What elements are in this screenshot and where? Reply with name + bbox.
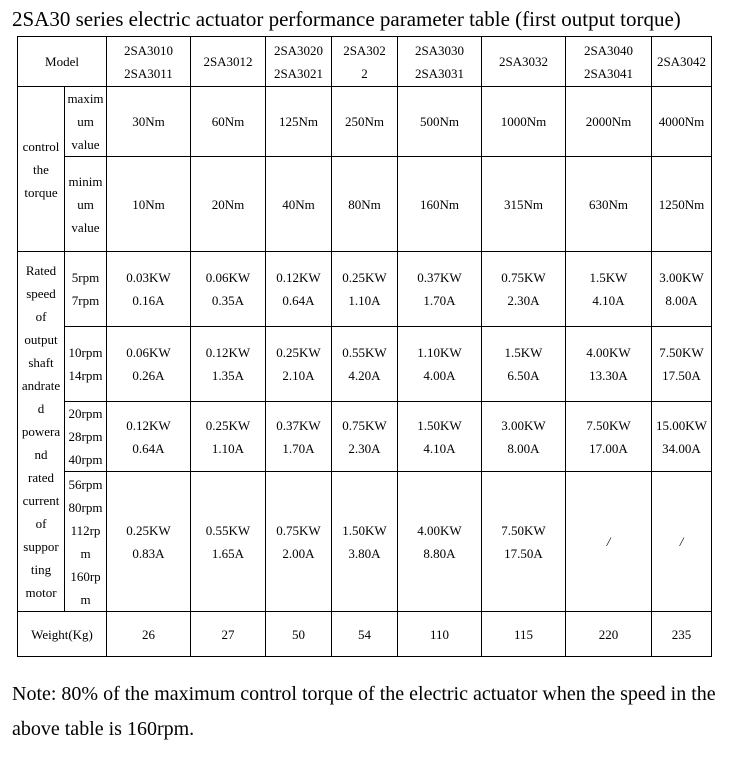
- value-line: 0.12KW: [205, 345, 251, 360]
- model-cell: [398, 37, 482, 87]
- torque-min-value: 10Nm: [107, 157, 191, 252]
- label-line: Rated: [25, 263, 57, 278]
- torque-max-value: 1000Nm: [482, 87, 566, 157]
- model-name: 2SA3012: [203, 54, 253, 69]
- speed-line: 56rpm: [68, 476, 103, 492]
- label-line: motor: [25, 585, 57, 600]
- weight-value: 50: [266, 612, 332, 657]
- power-current-cell: [266, 252, 332, 327]
- value-line: 0.16A: [132, 293, 165, 308]
- torque-min-value: 20Nm: [191, 157, 266, 252]
- torque-min-value: 160Nm: [398, 157, 482, 252]
- value-line: 0.75KW: [501, 270, 546, 285]
- weight-value: 110: [398, 612, 482, 657]
- value-line: 4.20A: [348, 368, 381, 383]
- value-line: 0.06KW: [126, 345, 171, 360]
- value-line: 0.55KW: [205, 522, 251, 538]
- torque-min-value: 1250Nm: [652, 157, 712, 252]
- label-line: um: [77, 196, 94, 212]
- power-current-cell: [191, 402, 266, 472]
- value-line: 1.35A: [211, 368, 245, 383]
- label-line: current: [22, 493, 60, 508]
- value-line: 1.10A: [211, 440, 245, 456]
- weight-value: 26: [107, 612, 191, 657]
- power-current-cell: [566, 402, 652, 472]
- value-line: 4.10A: [423, 440, 456, 456]
- power-current-cell: [266, 327, 332, 402]
- value-line: 0.03KW: [126, 270, 171, 285]
- speed-label: [65, 327, 107, 402]
- value-line: 0.55KW: [342, 345, 387, 360]
- value-line: 13.30A: [589, 368, 628, 383]
- value-line: 0.35A: [211, 293, 245, 308]
- torque-group-label: [18, 87, 65, 252]
- weight-value: 220: [566, 612, 652, 657]
- value-line: 7.50KW: [501, 522, 546, 538]
- model-cell: [652, 37, 712, 87]
- speed-line: 10rpm: [68, 345, 103, 360]
- model-name: 2SA3011: [124, 65, 173, 81]
- torque-max-value: 30Nm: [107, 87, 191, 157]
- power-current-cell: [191, 252, 266, 327]
- model-name: 2: [361, 65, 368, 81]
- value-line: 7.50KW: [586, 417, 631, 433]
- model-cell: [107, 37, 191, 87]
- torque-max-value: 250Nm: [332, 87, 398, 157]
- weight-value: 235: [652, 612, 712, 657]
- value-line: 0.37KW: [417, 270, 462, 285]
- value-line: 0.75KW: [276, 522, 321, 538]
- power-current-cell: [332, 472, 398, 612]
- value-line: 1.70A: [282, 440, 315, 456]
- model-cell: [482, 37, 566, 87]
- value-line: 7.50KW: [659, 345, 704, 360]
- value-line: 1.10KW: [417, 345, 462, 360]
- speed-line: 14rpm: [68, 368, 103, 383]
- power-current-cell: [107, 472, 191, 612]
- power-current-cell: [266, 402, 332, 472]
- power-current-cell: [107, 252, 191, 327]
- power-current-cell: [332, 327, 398, 402]
- value-line: 1.10A: [348, 293, 381, 308]
- value-line: 3.80A: [348, 545, 381, 561]
- value-line: 1.50KW: [417, 417, 462, 433]
- label-line: control: [22, 138, 60, 154]
- power-current-cell: [107, 402, 191, 472]
- value-line: 2.10A: [282, 368, 315, 383]
- value-line: 0.64A: [282, 293, 315, 308]
- power-current-cell: [191, 327, 266, 402]
- speed-line: 20rpm: [68, 406, 103, 421]
- speed-label: [65, 252, 107, 327]
- label-line: minim: [68, 173, 103, 189]
- model-name: 2SA3040: [583, 42, 634, 58]
- model-name: 2SA3032: [498, 54, 549, 69]
- label-line: output: [24, 332, 58, 347]
- model-name: 2SA302: [343, 42, 386, 58]
- power-current-cell: [566, 252, 652, 327]
- value-line: 4.00KW: [586, 345, 631, 360]
- value-line: 0.37KW: [276, 417, 321, 433]
- value-line: 1.50KW: [342, 522, 387, 538]
- value-line: 17.00A: [589, 440, 628, 456]
- torque-min-value: 80Nm: [332, 157, 398, 252]
- model-cell: [332, 37, 398, 87]
- value-line: 17.50A: [504, 545, 543, 561]
- value-line: 0.64A: [132, 440, 165, 456]
- speed-label: [65, 472, 107, 612]
- speed-line: 28rpm: [68, 429, 103, 444]
- value-line: 4.10A: [592, 293, 625, 308]
- value-line: 0.12KW: [126, 417, 171, 433]
- power-current-cell: [191, 472, 266, 612]
- torque-max-value: 2000Nm: [566, 87, 652, 157]
- label-line: d: [37, 401, 45, 416]
- weight-label: Weight(Kg): [18, 612, 107, 657]
- model-header: Model: [18, 37, 107, 87]
- speed-line: m: [80, 545, 91, 561]
- model-cell: [266, 37, 332, 87]
- power-current-cell: [482, 472, 566, 612]
- power-current-cell: [266, 472, 332, 612]
- power-current-cell: [566, 472, 652, 612]
- power-current-cell: [652, 252, 712, 327]
- model-cell: [566, 37, 652, 87]
- model-name: 2SA3041: [583, 65, 634, 81]
- value-line: 8.80A: [423, 545, 456, 561]
- value-line: 2.30A: [348, 440, 381, 456]
- torque-max-value: 60Nm: [191, 87, 266, 157]
- speed-line: m: [80, 591, 91, 607]
- label-line: ting: [30, 562, 52, 577]
- torque-max-value: 500Nm: [398, 87, 482, 157]
- value-line: 15.00KW: [656, 417, 707, 433]
- value-line: 3.00KW: [501, 417, 546, 433]
- power-current-cell: [398, 472, 482, 612]
- model-name: 2SA3010: [123, 42, 174, 58]
- power-current-cell: [652, 472, 712, 612]
- value-line: 0.06KW: [205, 270, 251, 285]
- power-current-cell: [482, 252, 566, 327]
- model-name: 2SA3030: [414, 42, 465, 58]
- torque-min-label: [65, 157, 107, 252]
- torque-min-value: 40Nm: [266, 157, 332, 252]
- power-current-cell: [398, 402, 482, 472]
- speed-label: [65, 402, 107, 472]
- speed-line: 5rpm: [71, 270, 100, 285]
- value-line: 0.75KW: [342, 417, 387, 433]
- label-line: value: [71, 137, 100, 152]
- value-line: 0.83A: [132, 545, 165, 561]
- performance-table: [17, 36, 712, 657]
- value-line: 2.30A: [507, 293, 540, 308]
- label-line: speed: [26, 286, 56, 301]
- label-line: um: [77, 114, 94, 129]
- value-line: 0.25KW: [205, 417, 251, 433]
- label-line: of: [35, 309, 47, 324]
- label-line: torque: [24, 184, 58, 200]
- label-line: maxim: [67, 91, 104, 106]
- value-line: 0.25KW: [276, 345, 321, 360]
- label-line: shaft: [28, 355, 54, 370]
- value-line: 0.25KW: [342, 270, 387, 285]
- power-current-cell: [398, 327, 482, 402]
- weight-value: 115: [482, 612, 566, 657]
- value-line: /: [606, 534, 611, 549]
- label-line: rated: [28, 470, 54, 485]
- power-current-cell: [332, 252, 398, 327]
- power-current-cell: [398, 252, 482, 327]
- weight-value: 27: [191, 612, 266, 657]
- value-line: 6.50A: [507, 368, 540, 383]
- value-line: 1.65A: [211, 545, 245, 561]
- power-current-cell: [332, 402, 398, 472]
- value-line: 0.25KW: [126, 522, 171, 538]
- label-line: the: [33, 161, 49, 177]
- speed-line: 40rpm: [68, 452, 103, 467]
- value-line: 3.00KW: [659, 270, 704, 285]
- speed-line: 160rp: [70, 568, 101, 584]
- value-line: 4.00KW: [417, 522, 462, 538]
- table-title: 2SA30 series electric actuator performance parameter table (first output torque): [12, 7, 681, 31]
- label-line: suppor: [23, 539, 59, 554]
- model-cell: [191, 37, 266, 87]
- value-line: /: [679, 534, 684, 549]
- speed-line: 7rpm: [71, 293, 100, 308]
- label-line: value: [71, 219, 100, 235]
- power-current-cell: [482, 327, 566, 402]
- label-line: andrate: [21, 378, 61, 393]
- value-line: 0.26A: [132, 368, 165, 383]
- power-current-cell: [652, 402, 712, 472]
- torque-max-value: 4000Nm: [652, 87, 712, 157]
- power-current-cell: [652, 327, 712, 402]
- value-line: 1.5KW: [589, 270, 628, 285]
- speed-line: 112rp: [70, 522, 101, 538]
- torque-max-label: [65, 87, 107, 157]
- speed-group-label: [18, 252, 65, 612]
- model-name: 2SA3031: [414, 65, 465, 81]
- value-line: 1.70A: [423, 293, 456, 308]
- value-line: 2.00A: [282, 545, 315, 561]
- model-name: 2SA3020: [273, 42, 324, 58]
- value-line: 34.00A: [662, 440, 701, 456]
- value-line: 17.50A: [662, 368, 701, 383]
- power-current-cell: [107, 327, 191, 402]
- model-name: 2SA3021: [273, 65, 324, 81]
- value-line: 1.5KW: [504, 345, 543, 360]
- value-line: 4.00A: [423, 368, 456, 383]
- value-line: 0.12KW: [276, 270, 321, 285]
- weight-value: 54: [332, 612, 398, 657]
- torque-min-value: 315Nm: [482, 157, 566, 252]
- label-line: powera: [21, 424, 61, 439]
- torque-min-value: 630Nm: [566, 157, 652, 252]
- speed-line: 80rpm: [68, 499, 103, 515]
- model-name: 2SA3042: [656, 54, 707, 69]
- value-line: 8.00A: [665, 293, 698, 308]
- value-line: 8.00A: [507, 440, 540, 456]
- power-current-cell: [566, 327, 652, 402]
- torque-max-value: 125Nm: [266, 87, 332, 157]
- power-current-cell: [482, 402, 566, 472]
- label-line: nd: [34, 447, 48, 462]
- label-line: of: [35, 516, 47, 531]
- footnote: Note: 80% of the maximum control torque of the electric actuator when the speed in the above table is 160rpm.: [12, 683, 716, 740]
